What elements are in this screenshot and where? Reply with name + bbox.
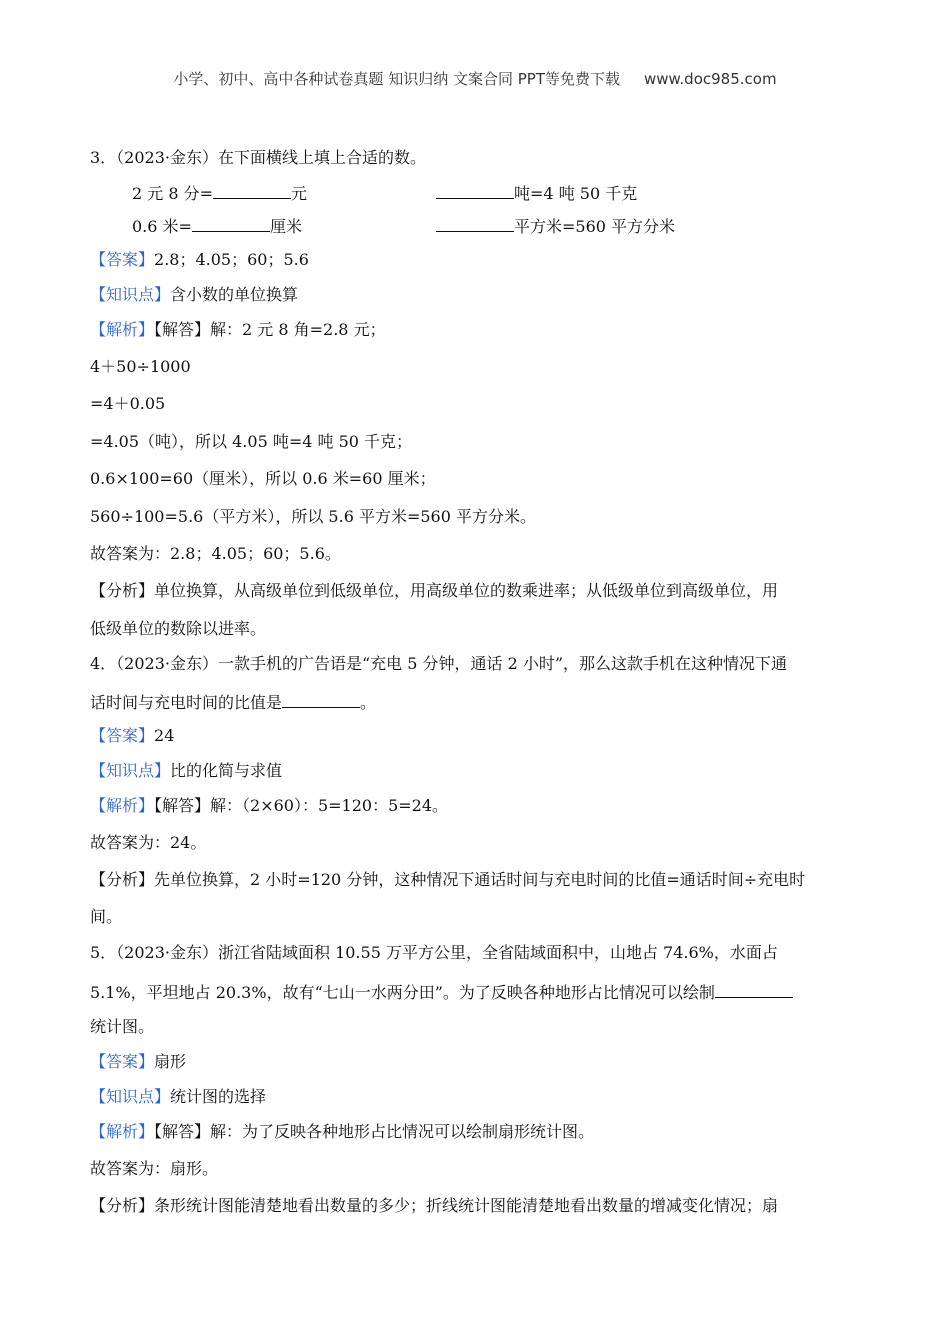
q4-solution: 【解析】【解答】解：（2×60）：5=120：5=24。 (90, 796, 449, 815)
q3-title: 3．（2023·金东）在下面横线上填上合适的数。 (90, 148, 426, 167)
q3-row1-right: 吨=4 吨 50 千克 (436, 182, 637, 204)
q5-blank[interactable] (715, 981, 793, 998)
q5-solution: 【解析】【解答】解：为了反映各种地形占比情况可以绘制扇形统计图。 (90, 1122, 595, 1141)
header-site[interactable]: www.doc985.com (643, 70, 777, 88)
q3-blank-3[interactable] (192, 215, 270, 232)
q4-method-2: 间。 (90, 907, 123, 926)
q4-stem-2: 话时间与充电时间的比值是 。 (90, 693, 377, 712)
q4-point: 【知识点】比的化简与求值 (90, 761, 283, 780)
q3-conclusion: 故答案为：2.8；4.05；60；5.6。 (90, 544, 341, 563)
q4-answer: 【答案】24 (90, 726, 175, 745)
q3-method-2: 低级单位的数除以进率。 (90, 619, 267, 638)
q3-blank-1[interactable] (213, 182, 291, 199)
q3-row2-right: 平方米=560 平方分米 (436, 215, 675, 237)
q3-blank-2[interactable] (436, 182, 514, 199)
q4-method-1: 【分析】先单位换算，2 小时=120 分钟，这种情况下通话时间与充电时间的比值=通话时间÷充电时 (90, 870, 806, 889)
q3-solution-6: 560÷100=5.6（平方米），所以 5.6 平方米=560 平方分米。 (90, 507, 536, 526)
q3-row1-left: 2 元 8 分= 元 (132, 184, 308, 203)
q3-solution-5: 0.6×100=60（厘米），所以 0.6 米=60 厘米； (90, 469, 436, 488)
q5-method-1: 【分析】条形统计图能清楚地看出数量的多少；折线统计图能清楚地看出数量的增减变化情况；扇 (90, 1196, 779, 1215)
q3-solution-3: =4＋0.05 (90, 394, 166, 413)
q5-stem-3: 统计图。 (90, 1017, 155, 1036)
q3-method-1: 【分析】单位换算，从高级单位到低级单位，用高级单位的数乘进率；从低级单位到高级单位，用 (90, 581, 779, 600)
q5-answer: 【答案】扇形 (90, 1052, 187, 1071)
q3-solution-1: 【解析】【解答】解：2 元 8 角=2.8 元； (90, 320, 386, 339)
q3-blank-4[interactable] (436, 215, 514, 232)
q4-stem-1: 4．（2023·金东）一款手机的广告语是“充电 5 分钟，通话 2 小时”，那么这款手机在这种情况下通 (90, 654, 788, 673)
page-header (0, 68, 950, 89)
header-text: 小学、初中、高中各种试卷真题 知识归纳 文案合同 PPT等免费下载 (173, 70, 620, 88)
q5-point: 【知识点】统计图的选择 (90, 1087, 267, 1106)
q3-answer: 【答案】2.8；4.05；60；5.6 (90, 250, 309, 269)
q3-point: 【知识点】含小数的单位换算 (90, 285, 299, 304)
q4-blank[interactable] (282, 691, 360, 708)
q5-conclusion: 故答案为：扇形。 (90, 1159, 219, 1178)
q3-solution-2: 4＋50÷1000 (90, 357, 191, 376)
q3-solution-4: =4.05（吨），所以 4.05 吨=4 吨 50 千克； (90, 432, 413, 451)
q4-conclusion: 故答案为：24。 (90, 833, 207, 852)
q5-stem-2: 5.1%，平坦地占 20.3%，故有“七山一水两分田”。为了反映各种地形占比情况可以绘制 (90, 981, 793, 1003)
q5-stem-1: 5．（2023·金东）浙江省陆域面积 10.55 万平方公里，全省陆域面积中，山地占 74.6%，水面占 (90, 943, 778, 962)
q3-row2-left: 0.6 米= 厘米 (132, 217, 302, 236)
